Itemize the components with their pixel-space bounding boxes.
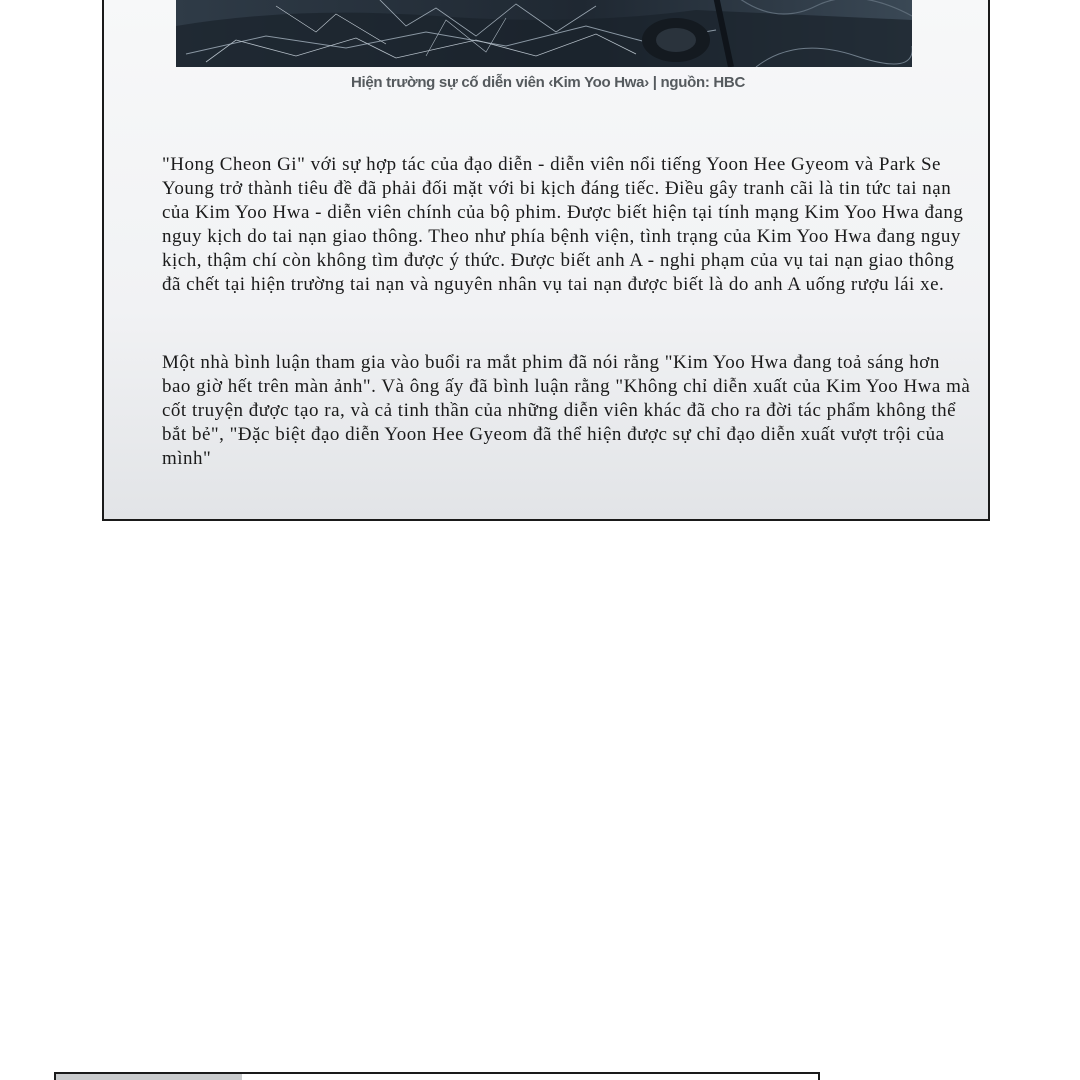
article-paragraph: Một nhà bình luận tham gia vào buổi ra mắt phim đã nói rằng "Kim Yoo Hwa đang toả sáng hơn bao giờ hết trên màn ảnh". Và ông ấy đã bình luận rằng "Không chỉ diễn xuất của Kim Yoo Hwa mà cốt truyện được tạo ra, và cả tinh thần của những diễn viên khác đã cho ra đời tác phẩm không thể bắt bẻ", "Đặc biệt đạo diễn Yoon Hee Gyeom đã thể hiện được sự chỉ đạo diễn xuất vượt trội của mình"	[162, 352, 971, 469]
photo-caption: Hiện trường sự cố diễn viên ‹Kim Yoo Hwa› | nguồn: HBC	[350, 74, 745, 91]
next-comic-panel	[54, 1072, 820, 1080]
article-paragraph: "Hong Cheon Gi" với sự hợp tác của đạo diễn - diễn viên nổi tiếng Yoon Hee Gyeom và Park Se Young trở thành tiêu đề đã phải đối mặt với bi kịch đáng tiếc. Điều gây tranh cãi là tin tức tai nạn của Kim Yoo Hwa - diễn viên chính của bộ phim. Được biết hiện tại tính mạng Kim Yoo Hwa đang nguy kịch do tai nạn giao thông. Theo như phía bệnh viện, tình trạng của Kim Yoo Hwa đang nguy kịch, thậm chí còn không tìm được ý thức. Được biết anh A - nghi phạm của vụ tai nạn giao thông đã chết tại hiện trường tai nạn và nguyên nhân vụ tai nạn được biết là do anh A uống rượu lái xe.	[162, 154, 964, 295]
next-panel-art	[56, 1074, 242, 1080]
news-article-panel	[102, 0, 990, 521]
accident-scene-photo	[176, 0, 912, 67]
